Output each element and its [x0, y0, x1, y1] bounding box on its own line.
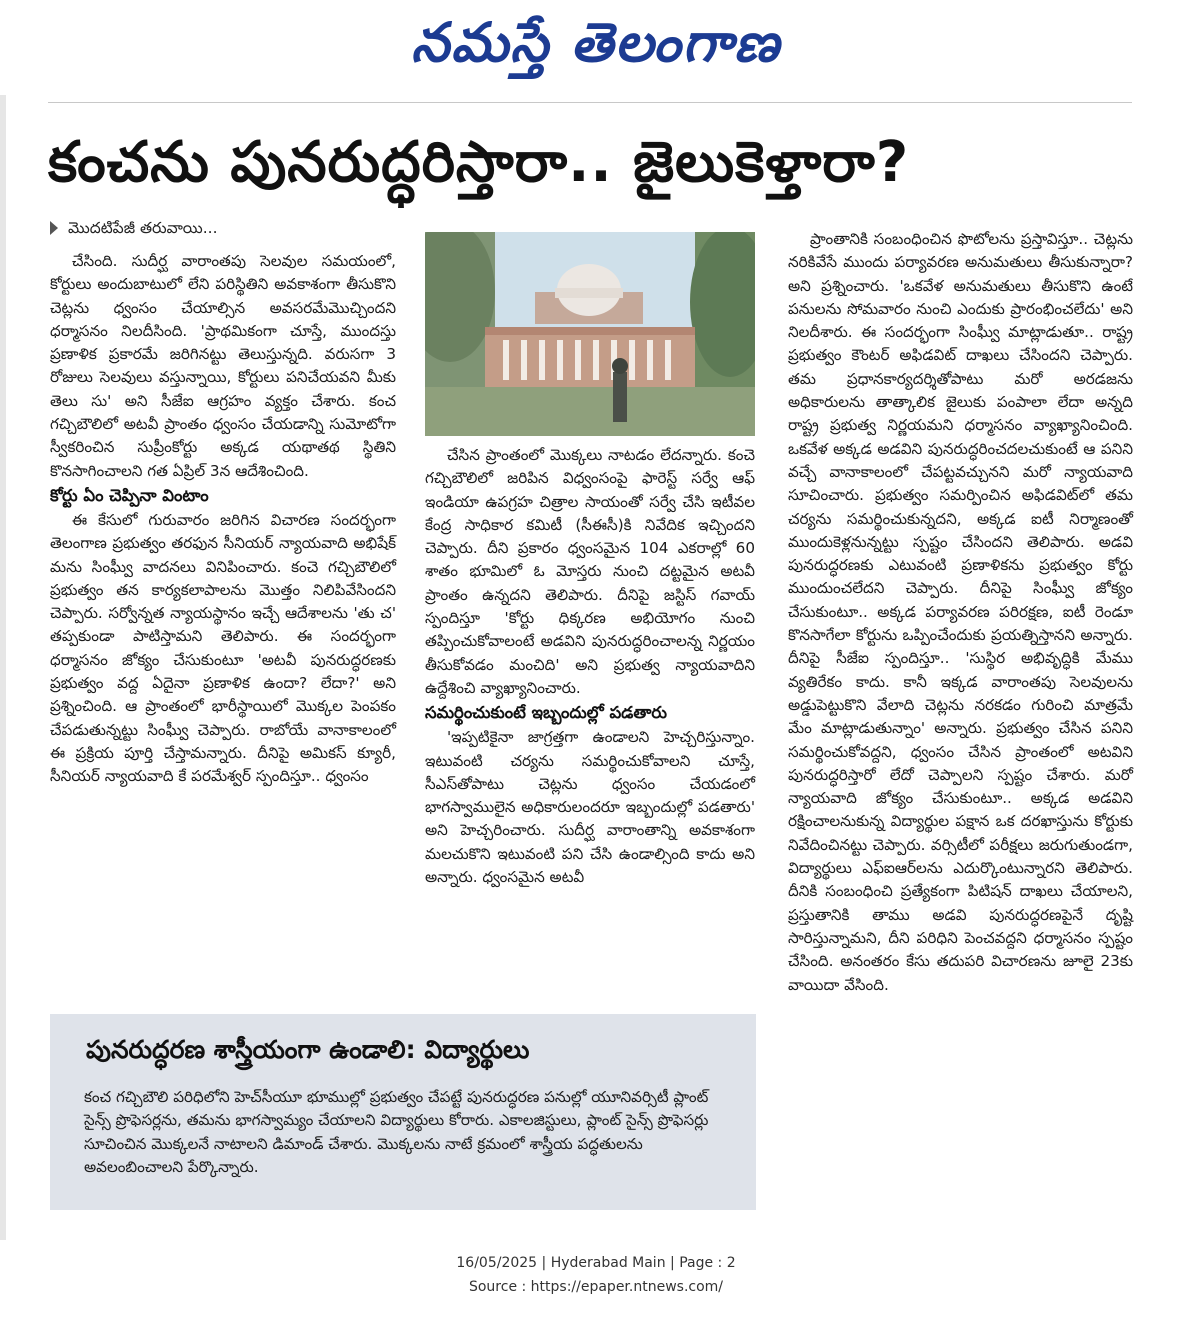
paragraph: చేసింది. సుదీర్ఘ వారాంతపు సెలవుల సమయంలో, కోర్టులు అందుబాటులో లేని పరిస్థితిని అవకాశంగా తీసుకొని చెట్లను ధ్వంసం చేయాల్సిన అవసరమేమొచ్చిందని ధర్మాసనం నిలదీసింది. 'ప్రాథమికంగా చూస్తే, ముందస్తు ప్రణాళిక ప్రకారమే జరిగినట్టు తెలుస్తున్నది. వరుసగా 3 రోజులు సెలవులు వస్తున్నాయి, కోర్టులు పనిచేయవని మీకు తెలు సు' అని సీజేఐ ఆగ్రహం వ్యక్తం చేశారు. కంచ గచ్చిబౌలిలో అటవీ ప్రాంతం ధ్వంసం చేయడాన్ని సుమోటోగా స్వీకరించిన సుప్రీంకోర్టు అక్కడ యథాతథ స్థితిని కొనసాగించాలని గత ఏప్రిల్ 3న ఆదేశించింది. [50, 252, 396, 480]
sidebar-box [50, 1014, 756, 1210]
subheading: సమర్థించుకుంటే ఇబ్బందుల్లో పడతారు [425, 703, 667, 723]
box-title: పునరుద్ధరణ శాస్త్రీయంగా ఉండాలి: విద్యార్థులు [86, 1035, 530, 1064]
subheading: కోర్టు ఏం చెప్పినా వింటాం [50, 485, 209, 505]
footer-edition: 16/05/2025 | Hyderabad Main | Page : 2 [456, 1255, 736, 1271]
article-column-3 [788, 228, 1133, 997]
article-column-1 [50, 250, 396, 789]
divider [48, 102, 1132, 103]
page-edge [0, 95, 6, 1240]
masthead-logo: నమస్తే తెలంగాణ [411, 11, 781, 74]
paragraph: చేసిన ప్రాంతంలో మొక్కలు నాటడం లేదన్నారు. కంచె గచ్చిబౌలిలో జరిపిన విధ్వంసంపై ఫారెస్ట్ సర్వే ఆఫ్ ఇండియా ఉపగ్రహ చిత్రాల సాయంతో సర్వే చేసి ఇటీవల కేంద్ర సాధికార కమిటీ (సీఈసీ)కి నివేదిక ఇచ్చిందని చెప్పారు. దీని ప్రకారం ధ్వంసమైన 104 ఎకరాల్లో 60 శాతం భూమిలో ఓ మోస్తరు నుంచి దట్టమైన అటవీ ప్రాంతం ఉన్నదని తెలిపారు. దీనిపై జస్టిస్ గవాయ్ స్పందిస్తూ 'కోర్టు ధిక్కరణ అభియోగం నుంచి తప్పించుకోవాలంటే అడవిని పునరుద్ధరించాలన్న నిర్ణయం తీసుకోవడం మంచిది' అని ప్రభుత్వ న్యాయవాదిని ఉద్దేశించి వ్యాఖ్యానించారు. [425, 446, 755, 697]
continued-kicker [50, 216, 396, 240]
footer-source: Source : https://epaper.ntnews.com/ [468, 1279, 724, 1295]
article-column-2 [425, 444, 755, 889]
box-body: కంచ గచ్చిబౌలి పరిధిలోని హెచ్‌సీయూ భూముల్లో ప్రభుత్వం చేపట్టే పునరుద్ధరణ పనుల్లో యూనివర్సిటీ ప్లాంట్ సైన్స్ ప్రొఫెసర్లను, తమను భాగస్వామ్యం చేయాలని విద్యార్థులు కోరారు. ఎకాలజిస్టులు, ప్లాంట్ సైన్స్ ప్రొఫెసర్లు సూచించిన మొక్కలనే నాటాలని డిమాండ్ చేశారు. మొక్కలను నాటే క్రమంలో శాస్త్రీయ పద్ధతులను అవలంబించాలని పేర్కొన్నారు. [84, 1088, 709, 1177]
supreme-court-illustration [425, 232, 755, 436]
paragraph: 'ఇప్పటికైనా జాగ్రత్తగా ఉండాలని హెచ్చరిస్తున్నాం. ఇటువంటి చర్యను సమర్థించుకోవాలని చూస్తే, సీఎస్‌తోపాటు చెట్లను ధ్వంసం చేయడంలో భాగస్వాములైన అధికారులందరూ ఇబ్బందుల్లో పడతారు' అని హెచ్చరించారు. సుదీర్ఘ వారాంతాన్ని అవకాశంగా మలచుకొని ఇటువంటి పని చేసి ఉండాల్సింది కాదు అని అన్నారు. ధ్వంసమైన అటవీ [425, 728, 755, 887]
chevron-right-icon [50, 221, 58, 235]
paragraph: ప్రాంతానికి సంబంధించిన ఫొటోలను ప్రస్తావిస్తూ.. చెట్లను నరికివేసే ముందు పర్యావరణ అనుమతులు తీసుకున్నారా? అని ప్రశ్నించారు. 'ఒకవేళ అనుమతులు తీసుకొని ఉంటే పనులను సోమవారం నుంచి ఎందుకు ప్రారంభించలేదు' అని నిలదీశారు. ఈ సందర్భంగా సింఘ్వీ మాట్లాడుతూ.. రాష్ట్ర ప్రభుత్వం కౌంటర్ అఫిడవిట్ దాఖలు చేసిందని చెప్పారు. తమ ప్రధానకార్యదర్శితోపాటు మరో అరడజను అధికారులను తాత్కాలిక జైలుకు పంపాలా లేదా అన్నది రాష్ట్ర ప్రభుత్వ నిర్ణయమని ధర్మాసనం వ్యాఖ్యానించింది. ఒకవేళ అక్కడ అడవిని పునరుద్ధరించదలచుకుంటే ఆ పనిని వచ్చే వానాకాలంలో చేపట్టవచ్చునని మరో న్యాయవాది సూచించారు. ప్రభుత్వం సమర్పించిన అఫిడవిట్‌లో తమ చర్యను సమర్థించుకున్నదని, అక్కడ ఐటీ నిర్మాణంతో ముందుకెళ్లనున్నట్టు స్పష్టం చేసిందని తెలిపారు. అడవి పునరుద్ధరణకు ఎటువంటి ప్రణాళికను ప్రభుత్వం కోర్టు ముందుంచలేదని చెప్పారు. దీనిపై సింఘ్వీ జోక్యం చేసుకుంటూ.. అక్కడ పర్యావరణ పరిరక్షణ, ఐటీ రెండూ కొనసాగేలా కోర్టును ఒప్పించేందుకు ప్రయత్నిస్తానని అన్నారు. దీనిపై సీజేఐ స్పందిస్తూ.. 'సుస్థిర అభివృద్ధికి మేము వ్యతిరేకం కాదు. కానీ ఇక్కడ వారాంతపు సెలవులను అడ్డుపెట్టుకొని వేలాది చెట్లను నరకడం గురించి మాత్రమే మేం మాట్లాడుతున్నాం' అన్నారు. ప్రభుత్వం చేసిన పనిని సమర్థించుకోవద్దని, ధ్వంసం చేసిన ప్రాంతంలో అటవిని పునరుద్ధరిస్తారో లేదో చెప్పాలని స్పష్టం చేశారు. మరో న్యాయవాది జోక్యం చేసుకుంటూ.. అక్కడ అడవిని రక్షించాలనుకున్న విద్యార్థుల పక్షాన ఒక దరఖాస్తును కోర్టుకు నివేదించినట్టు చెప్పారు. వర్సిటీలో పరీక్షలు జరుగుతుండగా, విద్యార్థులు ఎఫ్‌ఐఆర్‌లను ఎదుర్కొంటున్నారని తెలిపారు. దీనికి సంబంధించి ప్రత్యేకంగా పిటిషన్ దాఖలు చేయాలని, ప్రస్తుతానికి తాము అడవి పునరుద్ధరణపైనే దృష్టి సారిస్తున్నామని, దీని పరిధిని పెంచవద్దని ధర్మాసనం స్పష్టం చేసింది. అనంతరం కేసు తదుపరి విచారణను జూలై 23కు వాయిదా వేసింది. [788, 230, 1133, 994]
paragraph: ఈ కేసులో గురువారం జరిగిన విచారణ సందర్భంగా తెలంగాణ ప్రభుత్వం తరఫున సీనియర్ న్యాయవాది అభిషేక్ మను సింఘ్వీ వాదనలు వినిపించారు. కంచె గచ్చిబౌలిలో ప్రభుత్వం తన కార్యకలాపాలను మొత్తం నిలిపివేసిందని చెప్పారు. సర్వోన్నత న్యాయస్థానం ఇచ్చే ఆదేశాలను 'తు చ' తప్పకుండా పాటిస్తామని తెలిపారు. ఈ సందర్భంగా ధర్మాసనం జోక్యం చేసుకుంటూ 'అటవీ పునరుద్ధరణకు ప్రభుత్వం వద్ద ఏదైనా ప్రణాళిక ఉందా? లేదా?' అని ప్రశ్నించింది. ఆ ప్రాంతంలో భారీస్థాయిలో మొక్కల పెంపకం చేపడుతున్నట్టు సింఘ్వీ చెప్పారు. రాబోయే వానాకాలంలో ఈ ప్రక్రియ పూర్తి చేస్తామన్నారు. దీనిపై అమికస్ క్యూరీ, సీనియర్ న్యాయవాది కే పరమేశ్వర్ స్పందిస్తూ.. ధ్వంసం [50, 510, 396, 786]
kicker-text: మొదటిపేజీ తరువాయి... [68, 219, 218, 237]
supreme-court-photo [425, 232, 755, 436]
headline: కంచను పునరుద్ధరిస్తారా.. జైలుకెళ్తారా? [48, 130, 910, 195]
